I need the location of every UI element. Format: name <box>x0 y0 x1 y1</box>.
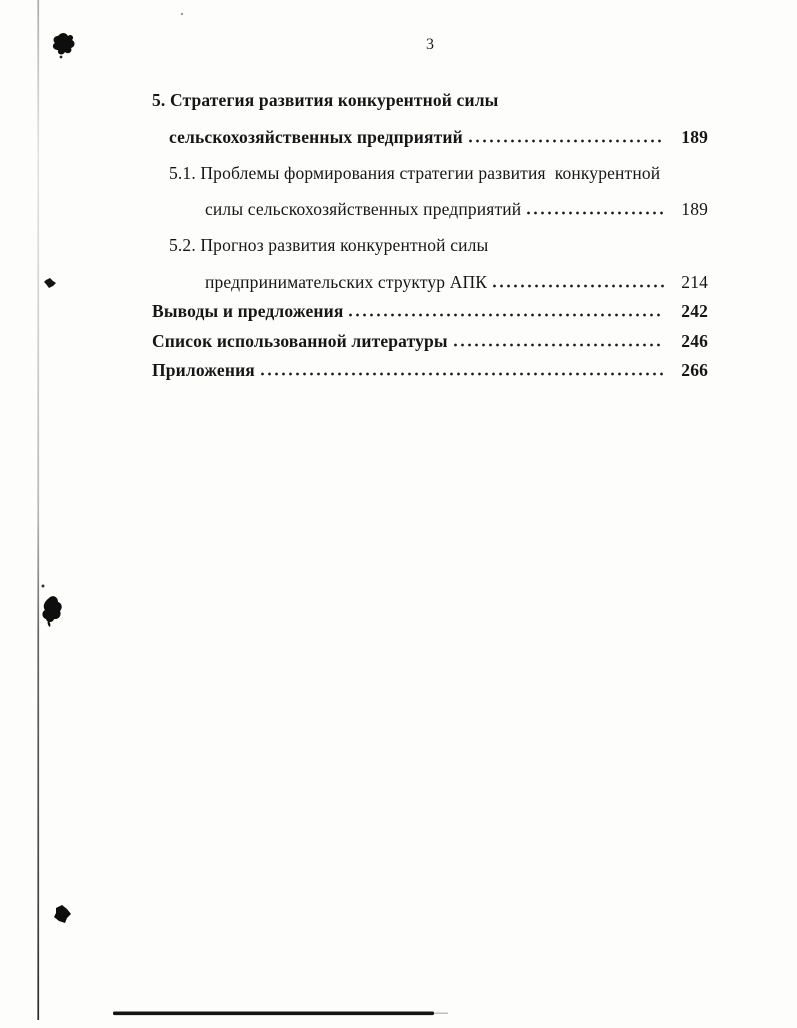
toc-page-number: 189 <box>681 199 708 220</box>
toc-line <box>152 111 708 147</box>
toc-page-number: 246 <box>681 330 708 351</box>
ink-speck-left-artifact <box>42 585 45 588</box>
toc-page-number: 214 <box>681 271 708 292</box>
toc-entry-text: 5.1. Проблемы формирования стратегии развития конкурентной <box>169 162 661 183</box>
toc-line <box>152 184 708 220</box>
ink-blot-top-left-artifact <box>53 33 75 54</box>
toc-line <box>152 256 708 292</box>
toc-entry-text: сельскохозяйственных предприятий <box>169 126 463 147</box>
toc-entry-text: Список использованной литературы <box>152 330 448 351</box>
dot-leader <box>452 342 664 348</box>
toc-entry-text: силы сельскохозяйственных предприятий <box>205 199 522 220</box>
toc-line <box>152 148 708 184</box>
ink-speck-top-left-artifact <box>60 56 63 59</box>
dot-leader <box>259 371 664 377</box>
toc-line <box>152 293 708 322</box>
toc-entry-text: 5. Стратегия развития конкурентной силы <box>152 90 499 111</box>
toc-list <box>152 75 708 381</box>
toc-entry-text: 5.2. Прогноз развития конкурентной силы <box>169 235 489 256</box>
dot-leader <box>525 210 664 216</box>
toc-entry-text: предпринимательских структур АПК <box>205 271 488 292</box>
dot-leader <box>467 138 664 144</box>
scan-edge-bottom-line-tail <box>434 1013 448 1014</box>
scan-edge-vertical-line <box>37 0 39 1020</box>
toc-entry-text: Выводы и предложения <box>152 301 344 322</box>
ink-speck-top-center-artifact <box>181 13 183 15</box>
ink-dot-middle-left-artifact <box>44 278 56 288</box>
toc-line <box>152 75 708 111</box>
toc-line <box>152 220 708 256</box>
dot-leader <box>491 283 664 289</box>
ink-blot-left-artifact <box>42 596 61 627</box>
toc-page-number: 189 <box>681 126 708 147</box>
scan-edge-bottom-line <box>113 1012 434 1016</box>
page-number: 3 <box>426 36 434 53</box>
ink-blot-bottom-left-artifact <box>54 905 71 923</box>
toc-page-number: 242 <box>681 301 708 322</box>
toc-line <box>152 352 708 381</box>
toc-page-number: 266 <box>681 359 708 380</box>
dot-leader <box>347 312 664 318</box>
toc-line <box>152 322 708 351</box>
toc-entry-text: Приложения <box>152 359 255 380</box>
